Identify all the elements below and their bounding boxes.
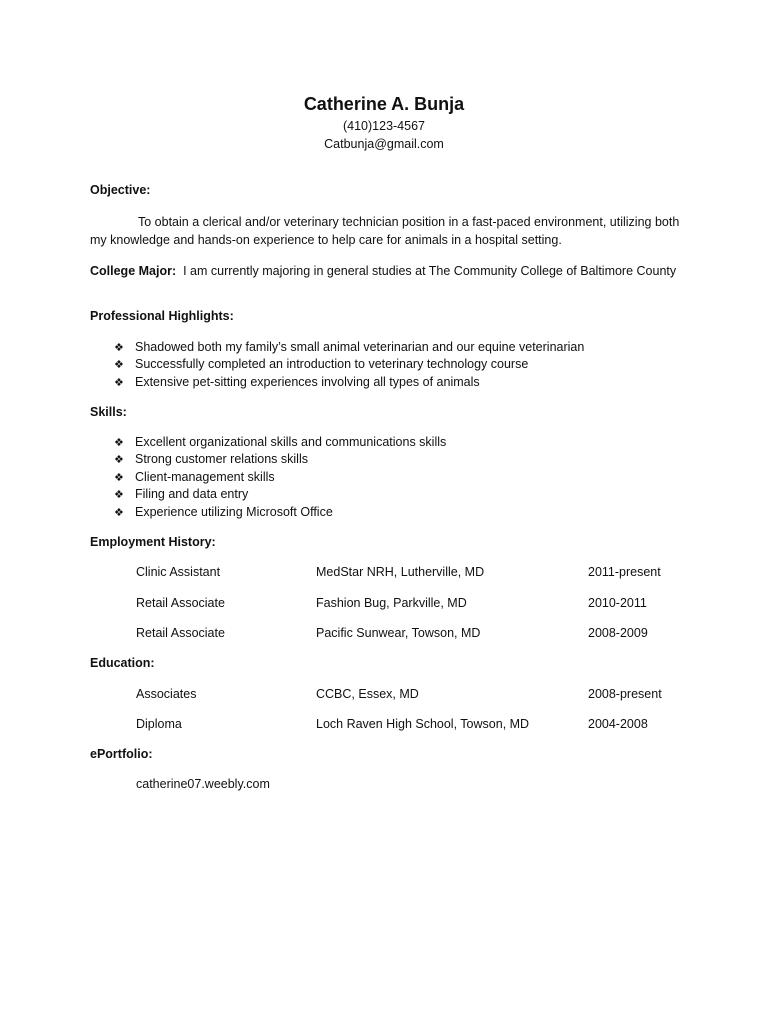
diamond-bullet-icon: ❖	[114, 437, 124, 449]
education-dates: 2004-2008	[588, 717, 648, 731]
skill-item-text: Client-management skills	[135, 470, 275, 484]
diamond-bullet-icon: ❖	[114, 454, 124, 466]
job-title: Clinic Assistant	[136, 565, 221, 579]
skill-item-text: Experience utilizing Microsoft Office	[135, 505, 333, 519]
highlight-item	[114, 340, 584, 354]
diamond-bullet-icon: ❖	[114, 472, 124, 484]
job-employer: MedStar NRH, Lutherville, MD	[316, 565, 485, 579]
employment-heading: Employment History:	[90, 535, 216, 549]
diamond-bullet-icon: ❖	[114, 342, 124, 354]
job-dates: 2011-present	[588, 565, 661, 579]
job-title: Retail Associate	[136, 626, 225, 640]
highlight-item	[114, 375, 480, 389]
education-dates: 2008-present	[588, 687, 662, 701]
eportfolio-heading: ePortfolio:	[90, 747, 153, 761]
college-major-text: I am currently majoring in general studies at The Community College of Baltimore County	[183, 264, 677, 278]
college-major-label: College Major:	[90, 264, 177, 278]
diamond-bullet-icon: ❖	[114, 359, 124, 371]
skill-item	[114, 452, 308, 466]
job-employer: Fashion Bug, Parkville, MD	[316, 596, 467, 610]
highlight-item-text: Successfully completed an introduction to veterinary technology course	[135, 357, 529, 371]
skill-item	[114, 505, 333, 519]
highlights-heading: Professional Highlights:	[90, 309, 234, 323]
objective-text	[90, 213, 680, 249]
degree-title: Diploma	[136, 717, 182, 731]
skill-item	[114, 435, 446, 449]
job-dates: 2008-2009	[588, 626, 648, 640]
school-name: CCBC, Essex, MD	[316, 687, 419, 701]
diamond-bullet-icon: ❖	[114, 489, 124, 501]
email-address: Catbunja@gmail.com	[324, 137, 444, 151]
resume-name: Catherine A. Bunja	[303, 94, 465, 114]
job-dates: 2010-2011	[588, 596, 647, 610]
skill-item	[114, 470, 275, 484]
job-employer: Pacific Sunwear, Towson, MD	[316, 626, 481, 640]
skills-heading: Skills:	[90, 405, 127, 419]
skill-item-text: Strong customer relations skills	[135, 452, 308, 466]
eportfolio-link[interactable]: catherine07.weebly.com	[136, 777, 270, 791]
objective-heading: Objective:	[90, 183, 151, 197]
skill-item	[114, 487, 248, 501]
degree-title: Associates	[136, 687, 197, 701]
skill-item-text: Excellent organizational skills and communications skills	[135, 435, 447, 449]
school-name: Loch Raven High School, Towson, MD	[316, 717, 530, 731]
highlight-item-text: Shadowed both my family’s small animal veterinarian and our equine veterinarian	[135, 340, 585, 354]
skill-item-text: Filing and data entry	[135, 487, 249, 501]
highlight-item-text: Extensive pet-sitting experiences involving all types of animals	[135, 375, 480, 389]
highlight-item	[114, 357, 528, 371]
objective-text-body: To obtain a clerical and/or veterinary technician position in a fast-paced environment, utilizing both my knowledge and hands-on experience to help care for animals in a hospital setting.	[90, 215, 680, 247]
college-major	[90, 262, 680, 280]
diamond-bullet-icon: ❖	[114, 507, 124, 519]
diamond-bullet-icon: ❖	[114, 377, 124, 389]
phone-number: (410)123-4567	[342, 119, 425, 133]
education-heading: Education:	[90, 656, 155, 670]
job-title: Retail Associate	[136, 596, 225, 610]
